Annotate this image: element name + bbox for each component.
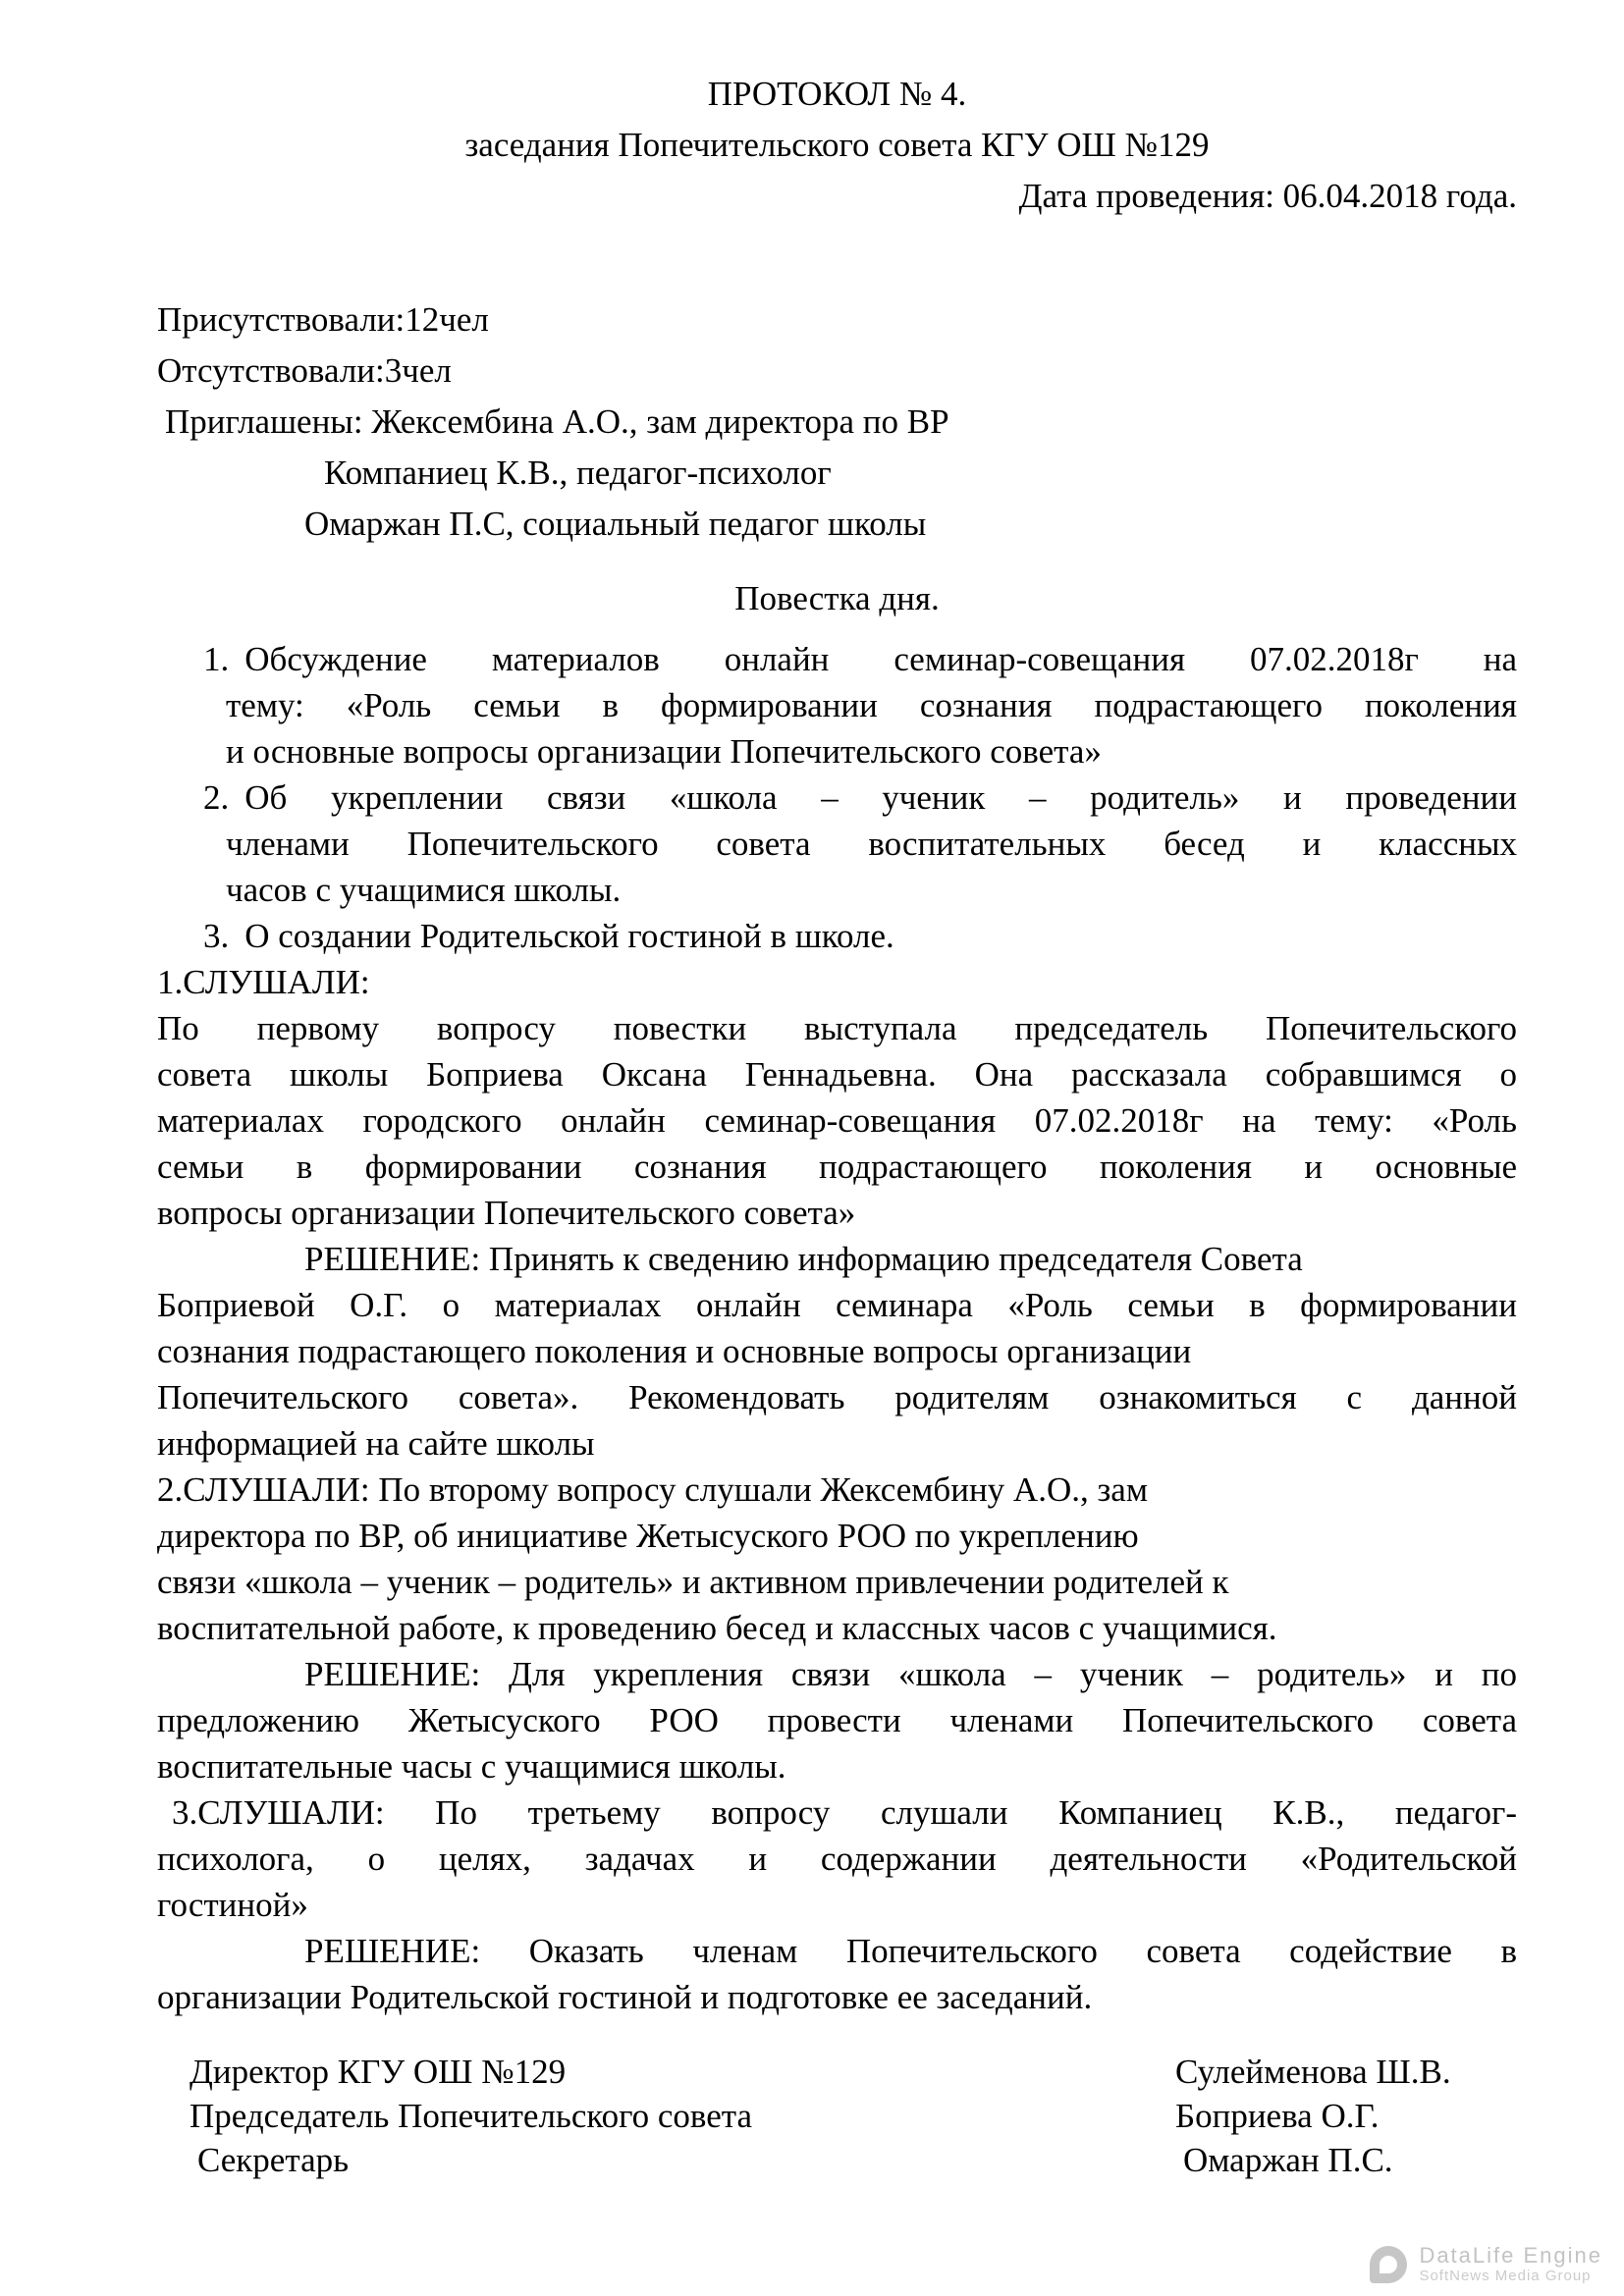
- decision-1-line: Попечительского совета». Рекомендовать родителям ознакомиться с данной: [157, 1378, 1517, 1416]
- signature-role: Секретарь: [197, 2141, 350, 2179]
- decision-2-line: воспитательные часы с учащимися школы.: [157, 1747, 786, 1786]
- signature-role: Директор КГУ ОШ №129: [189, 2053, 567, 2091]
- decision-3-line: организации Родительской гостиной и подготовке ее заседаний.: [157, 1978, 1093, 2016]
- decision-1-line: сознания подрастающего поколения и основные вопросы организации: [157, 1332, 1192, 1370]
- agenda-item-2-text: Об укреплении связи «школа – ученик – родитель» и проведении: [244, 778, 1517, 817]
- decision-2-line: РЕШЕНИЕ: Для укрепления связи «школа – ученик – родитель» и по: [304, 1655, 1517, 1693]
- signature-name: Сулейменова Ш.В.: [1175, 2053, 1451, 2091]
- minutes-body: [157, 959, 1517, 2020]
- signature-block: [157, 2050, 1517, 2182]
- watermark-text: [1419, 2244, 1602, 2284]
- agenda-list: [157, 636, 1517, 959]
- agenda-heading: Повестка дня.: [734, 579, 940, 617]
- section-1-line: материалах городского онлайн семинар-совещания 07.02.2018г на тему: «Роль: [157, 1101, 1517, 1140]
- signature-name: Боприева О.Г.: [1175, 2097, 1380, 2135]
- section-1-heading: 1.СЛУШАЛИ:: [157, 963, 370, 1001]
- agenda-item-1-number: 1.: [203, 640, 230, 678]
- section-1-line: семьи в формировании сознания подрастающего поколения и основные: [157, 1148, 1517, 1186]
- section-2-line: воспитательной работе, к проведению бесед и классных часов с учащимися.: [157, 1609, 1277, 1647]
- section-3-line: гостиной»: [157, 1886, 308, 1924]
- meeting-subtitle: заседания Попечительского совета КГУ ОШ №129: [464, 126, 1210, 164]
- signature-row: [157, 2138, 1517, 2182]
- present-line: Присутствовали:12чел: [157, 300, 489, 339]
- document-header: [157, 69, 1517, 222]
- section-1-line: совета школы Боприева Оксана Геннадьевна. Она рассказала собравшимся о: [157, 1055, 1517, 1094]
- signature-row: [157, 2094, 1517, 2138]
- decision-1-line: РЕШЕНИЕ: Принять к сведению информацию председателя Совета: [304, 1240, 1303, 1278]
- decision-2-line: предложению Жетысуского РОО провести членами Попечительского совета: [157, 1701, 1517, 1739]
- agenda-item-1-line-2: тему: «Роль семьи в формировании сознания подрастающего поколения: [226, 686, 1517, 724]
- agenda-item-3-text: О создании Родительской гостиной в школе.: [244, 917, 894, 955]
- section-3-line: 3.СЛУШАЛИ: По третьему вопросу слушали Компаниец К.В., педагог-: [172, 1793, 1517, 1832]
- section-2-line: связи «школа – ученик – родитель» и активном привлечении родителей к: [157, 1563, 1229, 1601]
- watermark-brand: DataLife Engine: [1419, 2243, 1602, 2268]
- datalife-logo-icon: [1370, 2246, 1407, 2283]
- decision-1-line: информацией на сайте школы: [157, 1424, 595, 1463]
- invited-line-1: Приглашены: Жексембина А.О., зам директора по ВР: [165, 402, 949, 441]
- attendance-block: [157, 294, 1517, 550]
- decision-1-line: Боприевой О.Г. о материалах онлайн семинара «Роль семьи в формировании: [157, 1286, 1517, 1324]
- watermark-subtitle: SoftNews Media Group: [1419, 2268, 1592, 2284]
- signature-name: Омаржан П.С.: [1183, 2141, 1393, 2179]
- agenda-item-2-line-2: членами Попечительского совета воспитательных бесед и классных: [226, 825, 1517, 863]
- agenda-item-2-line-1: [157, 774, 1517, 821]
- decision-3-line: РЕШЕНИЕ: Оказать членам Попечительского совета содействие в: [304, 1932, 1517, 1970]
- section-1-line: По первому вопросу повестки выступала председатель Попечительского: [157, 1009, 1517, 1047]
- section-1-line: вопросы организации Попечительского совета»: [157, 1194, 856, 1232]
- agenda-item-2-line-3: часов с учащимися школы.: [226, 871, 622, 909]
- section-2-line: директора по ВР, об инициативе Жетысуского РОО по укреплению: [157, 1517, 1139, 1555]
- agenda-item-2-number: 2.: [203, 778, 230, 817]
- agenda-item-1-line-3: и основные вопросы организации Попечительского совета»: [226, 732, 1102, 771]
- date-line: Дата проведения: 06.04.2018 года.: [1018, 177, 1517, 215]
- watermark: [1370, 2244, 1602, 2284]
- agenda-item-1-line-1: [157, 636, 1517, 682]
- invited-line-3: Омаржан П.С, социальный педагог школы: [304, 505, 927, 543]
- document-content: [157, 69, 1517, 2182]
- agenda-item-3-line-1: [157, 913, 1517, 959]
- signature-role: Председатель Попечительского совета: [189, 2097, 753, 2135]
- absent-line: Отсутствовали:3чел: [157, 351, 452, 390]
- section-2-line: 2.СЛУШАЛИ: По второму вопросу слушали Жексембину А.О., зам: [157, 1470, 1148, 1509]
- protocol-title: ПРОТОКОЛ № 4.: [707, 75, 967, 113]
- invited-line-2: Компаниец К.В., педагог-психолог: [324, 454, 832, 492]
- signature-row: [157, 2050, 1517, 2094]
- agenda-item-1-text: Обсуждение материалов онлайн семинар-совещания 07.02.2018г на: [244, 640, 1517, 678]
- section-3-line: психолога, о целях, задачах и содержании деятельности «Родительской: [157, 1840, 1517, 1878]
- agenda-item-3-number: 3.: [203, 917, 230, 955]
